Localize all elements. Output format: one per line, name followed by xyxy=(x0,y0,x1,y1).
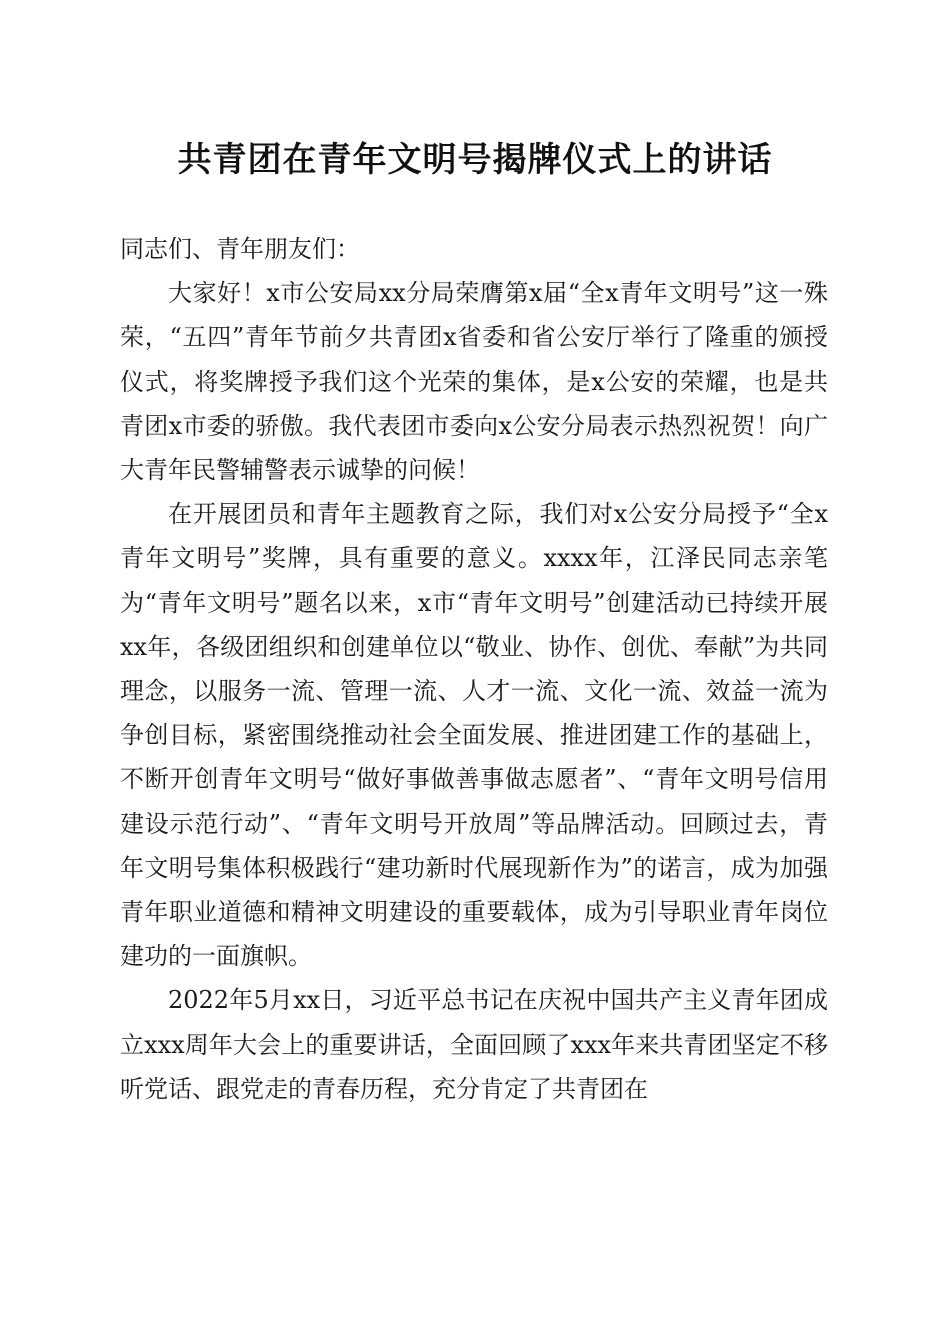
document-title: 共青团在青年文明号揭牌仪式上的讲话 xyxy=(177,140,773,180)
document-body xyxy=(120,227,828,1111)
salutation: 同志们、青年朋友们： xyxy=(120,235,360,263)
paragraph-3: 2022年5月xx日，习近平总书记在庆祝中国共产主义青年团成立xxx周年大会上的重要讲话，全面回顾了xxx年来共青团坚定不移听党话、跟党走的青春历程，充分肯定了共青团在 xyxy=(120,986,828,1103)
paragraph-2: 在开展团员和青年主题教育之际，我们对x公安分局授予“全x青年文明号”奖牌，具有重要的意义。xxxx年，江泽民同志亲笔为“青年文明号”题名以来，x市“青年文明号”创建活动已持续开展xx年，各级团组织和创建单位以“敬业、协作、创优、奉献”为共同理念，以服务一流、管理一流、人才一流、文化一流、效益一流为争创目标，紧密围绕推动社会全面发展、推进团建工作的基础上，不断开创青年文明号“做好事做善事做志愿者”、“青年文明号信用建设示范行动”、“青年文明号开放周”等品牌活动。回顾过去，青年文明号集体积极践行“建功新时代展现新作为”的诺言，成为加强青年职业道德和精神文明建设的重要载体，成为引导职业青年岗位建功的一面旗帜。 xyxy=(120,500,828,971)
paragraph-1: 大家好！x市公安局xx分局荣膺第x届“全x青年文明号”这一殊荣，“五四”青年节前夕共青团x省委和省公安厅举行了隆重的颁授仪式，将奖牌授予我们这个光荣的集体，是x公安的荣耀，也是共青团x市委的骄傲。我代表团市委向x公安分局表示热烈祝贺！向广大青年民警辅警表示诚挚的问候！ xyxy=(120,279,828,485)
